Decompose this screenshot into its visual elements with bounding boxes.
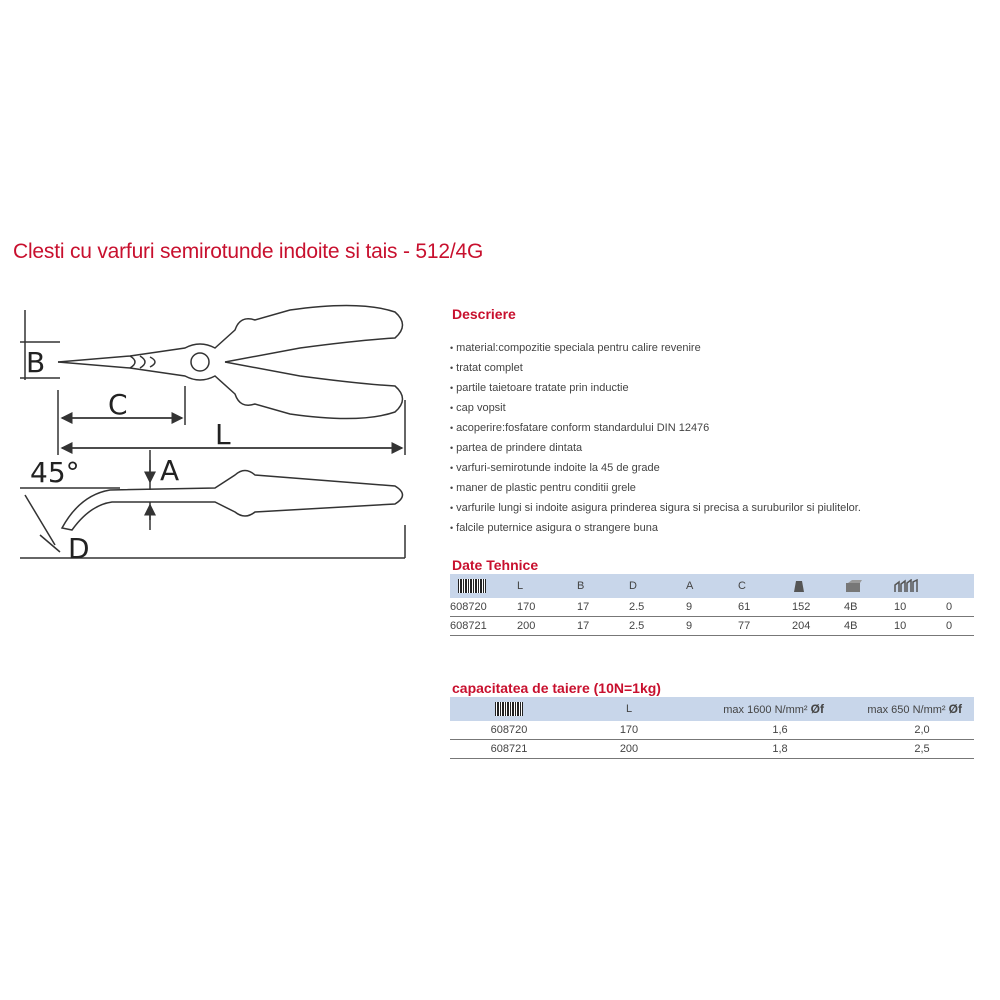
- description-item: • falcile puternice asigura o strangere buna: [450, 518, 861, 538]
- dim-label-d: D: [68, 532, 90, 565]
- description-item: • material:compozitie speciala pentru calire revenire: [450, 338, 861, 358]
- col-l: L: [568, 697, 690, 721]
- description-item: • varfuri-semirotunde indoite la 45 de grade: [450, 458, 861, 478]
- cell: 2.5: [629, 617, 686, 636]
- cell: 2,0: [830, 721, 974, 740]
- description-item: • acoperire:fosfatare conform standardului DIN 12476: [450, 418, 861, 438]
- package-icon: [844, 579, 864, 593]
- dim-label-angle: 45°: [30, 456, 80, 489]
- col-b: B: [577, 574, 629, 598]
- barcode-icon: [458, 579, 486, 593]
- table-row: [450, 617, 974, 636]
- description-item: • maner de plastic pentru conditii grele: [450, 478, 861, 498]
- cell: 10: [894, 617, 946, 636]
- description-item: • partile taietoare tratate prin inductie: [450, 378, 861, 398]
- page-title: Clesti cu varfuri semirotunde indoite si tais - 512/4G: [13, 240, 484, 263]
- description-list: [450, 338, 861, 538]
- pliers-top-outline: [58, 305, 403, 362]
- cell: 4B: [844, 598, 894, 617]
- cell: 170: [568, 721, 690, 740]
- dim-label-a: A: [160, 454, 180, 487]
- quantity-icon: [894, 579, 918, 593]
- diameter-symbol: Øf: [948, 702, 962, 716]
- cell: 608721: [450, 740, 568, 759]
- cutting-table: [450, 697, 974, 759]
- table-row: [450, 740, 974, 759]
- cell: 1,8: [690, 740, 830, 759]
- cell: 2,5: [830, 740, 974, 759]
- dim-label-l: L: [215, 418, 231, 451]
- table-row: [450, 721, 974, 740]
- cell: 10: [894, 598, 946, 617]
- col-l: L: [517, 574, 577, 598]
- cell: 4B: [844, 617, 894, 636]
- barcode-icon: [495, 702, 523, 716]
- cell: 170: [517, 598, 577, 617]
- tech-data-heading: Date Tehnice: [452, 557, 539, 573]
- col-max-650: [830, 697, 974, 721]
- cell: 608720: [450, 598, 517, 617]
- cell: 200: [517, 617, 577, 636]
- description-heading: Descriere: [452, 306, 516, 322]
- cell: 17: [577, 617, 629, 636]
- cell: 2.5: [629, 598, 686, 617]
- tech-data-table: [450, 574, 974, 636]
- weight-icon: [792, 579, 806, 593]
- cell: 1,6: [690, 721, 830, 740]
- col-c: C: [738, 574, 792, 598]
- cell: 61: [738, 598, 792, 617]
- col-d: D: [629, 574, 686, 598]
- col-extra: [946, 574, 974, 598]
- col-max-1600: [690, 697, 830, 721]
- dim-label-b: B: [26, 346, 46, 379]
- cell: 9: [686, 617, 738, 636]
- dim-label-c: C: [108, 388, 128, 421]
- description-item: • varfurile lungi si indoite asigura prinderea sigura si precisa a suruburilor si piulitelor.: [450, 498, 861, 518]
- description-item: • cap vopsit: [450, 398, 861, 418]
- cell: 204: [792, 617, 844, 636]
- diameter-symbol: Øf: [810, 702, 824, 716]
- cell: 0: [946, 598, 974, 617]
- description-item: • tratat complet: [450, 358, 861, 378]
- cell: 17: [577, 598, 629, 617]
- cell: 200: [568, 740, 690, 759]
- col-max-1600-label: max 1600 N/mm²: [723, 704, 808, 716]
- cell: 608720: [450, 721, 568, 740]
- description-item: • partea de prindere dintata: [450, 438, 861, 458]
- table-row: [450, 598, 974, 617]
- cutting-heading: capacitatea de taiere (10N=1kg): [452, 680, 661, 696]
- cell: 77: [738, 617, 792, 636]
- cell: 608721: [450, 617, 517, 636]
- cell: 0: [946, 617, 974, 636]
- pliers-technical-drawing: [0, 290, 420, 570]
- cell: 152: [792, 598, 844, 617]
- pliers-side-outline: [62, 471, 403, 531]
- col-max-650-label: max 650 N/mm²: [867, 704, 946, 716]
- col-a: A: [686, 574, 738, 598]
- cell: 9: [686, 598, 738, 617]
